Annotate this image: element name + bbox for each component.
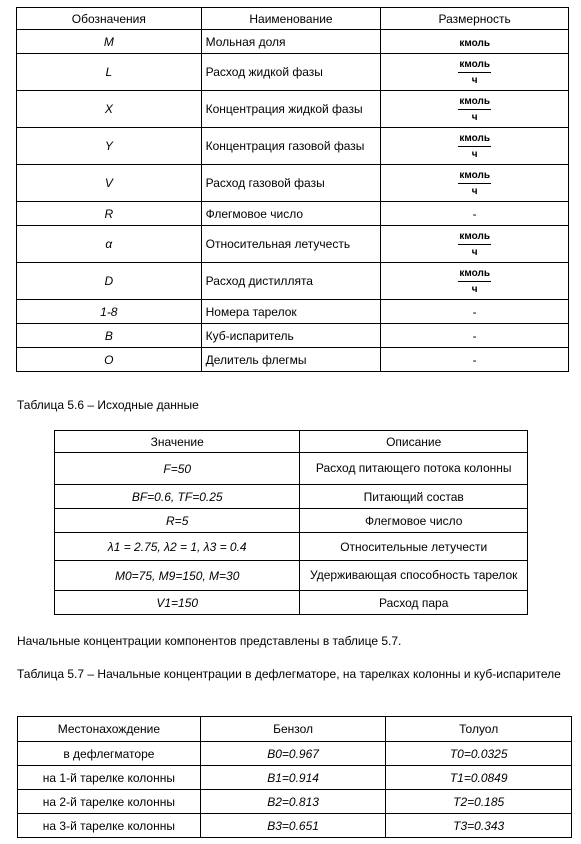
header-location: Местонахождение — [18, 717, 201, 742]
table-row — [55, 561, 528, 591]
table-row — [17, 300, 569, 324]
table-row — [55, 509, 528, 533]
header-name: Наименование — [201, 8, 381, 30]
toluene-cell: T2=0.185 — [386, 790, 572, 814]
location-cell: в дефлегматоре — [18, 742, 201, 766]
symbols-table — [16, 7, 569, 372]
table-row — [55, 591, 528, 615]
table-row — [55, 533, 528, 561]
benzene-cell: B1=0.914 — [200, 766, 386, 790]
table-row — [18, 742, 572, 766]
name-cell: Расход жидкой фазы — [201, 54, 381, 91]
benzene-cell: B3=0.651 — [200, 814, 386, 838]
header-description: Описание — [300, 431, 528, 453]
unit-fraction: $\frac{\text{кмоль}}{ч}$ — [459, 132, 490, 160]
table-row — [17, 324, 569, 348]
unit-cell: - — [381, 300, 569, 324]
table-row — [17, 165, 569, 202]
description-cell: Питающий состав — [300, 485, 528, 509]
unit-fraction: $\frac{\text{кмоль}}{ч}$ — [459, 95, 490, 123]
value-cell: V1=150 — [55, 591, 300, 615]
header-value: Значение — [55, 431, 300, 453]
description-cell: Расход пара — [300, 591, 528, 615]
value-cell: M0=75, M9=150, M=30 — [55, 561, 300, 591]
toluene-cell: T1=0.0849 — [386, 766, 572, 790]
initial-concentrations-table — [17, 716, 572, 838]
unit-fraction: $\frac{\text{кмоль}}{ч}$ — [459, 230, 490, 258]
unit-cell: кмоль — [459, 37, 490, 49]
name-cell: Концентрация газовой фазы — [201, 128, 381, 165]
name-cell: Расход дистиллята — [201, 263, 381, 300]
header-benzene: Бензол — [200, 717, 386, 742]
unit-fraction: $\frac{\text{кмоль}}{ч}$ — [459, 58, 490, 86]
table-row — [18, 814, 572, 838]
table-caption-5-6: Таблица 5.6 – Исходные данные — [17, 398, 199, 412]
description-cell: Флегмовое число — [300, 509, 528, 533]
symbol-cell: L — [17, 54, 202, 91]
value-cell: F=50 — [55, 453, 300, 485]
name-cell: Делитель флегмы — [201, 348, 381, 372]
table-row — [55, 485, 528, 509]
table-row — [17, 91, 569, 128]
name-cell: Куб-испаритель — [201, 324, 381, 348]
value-cell: R=5 — [55, 509, 300, 533]
table-row — [18, 790, 572, 814]
symbol-cell: V — [17, 165, 202, 202]
name-cell: Относительная летучесть — [201, 226, 381, 263]
value-cell: λ1 = 2.75, λ2 = 1, λ3 = 0.4 — [55, 533, 300, 561]
description-cell: Расход питающего потока колонны — [300, 453, 528, 485]
unit-fraction: $\frac{\text{кмоль}}{ч}$ — [459, 169, 490, 197]
table-row — [17, 54, 569, 91]
symbol-cell: Y — [17, 128, 202, 165]
description-cell: Относительные летучести — [300, 533, 528, 561]
location-cell: на 3-й тарелке колонны — [18, 814, 201, 838]
symbol-cell: X — [17, 91, 202, 128]
table-caption-5-7: Таблица 5.7 – Начальные концентрации в дефлегматоре, на тарелках колонны и куб-испарителе — [17, 667, 561, 681]
toluene-cell: T0=0.0325 — [386, 742, 572, 766]
location-cell: на 1-й тарелке колонны — [18, 766, 201, 790]
name-cell: Концентрация жидкой фазы — [201, 91, 381, 128]
header-symbols: Обозначения — [17, 8, 202, 30]
toluene-cell: T3=0.343 — [386, 814, 572, 838]
unit-cell: - — [381, 202, 569, 226]
symbol-cell: M — [17, 30, 202, 54]
symbol-cell: D — [17, 263, 202, 300]
symbol-cell: α — [17, 226, 202, 263]
name-cell: Мольная доля — [201, 30, 381, 54]
table-row — [17, 226, 569, 263]
name-cell: Номера тарелок — [201, 300, 381, 324]
symbol-cell: R — [17, 202, 202, 226]
name-cell: Флегмовое число — [201, 202, 381, 226]
symbol-cell: B — [17, 324, 202, 348]
unit-cell: - — [381, 348, 569, 372]
unit-fraction: $\frac{\text{кмоль}}{ч}$ — [459, 267, 490, 295]
table-row — [17, 30, 569, 54]
table-row — [17, 348, 569, 372]
name-cell: Расход газовой фазы — [201, 165, 381, 202]
location-cell: на 2-й тарелке колонны — [18, 790, 201, 814]
table-row — [55, 453, 528, 485]
benzene-cell: B0=0.967 — [200, 742, 386, 766]
value-cell: BF=0.6, TF=0.25 — [55, 485, 300, 509]
symbol-cell: 1-8 — [17, 300, 202, 324]
table-row — [17, 202, 569, 226]
unit-cell: - — [381, 324, 569, 348]
table-row — [17, 128, 569, 165]
header-toluene: Толуол — [386, 717, 572, 742]
initial-concentrations-text: Начальные концентрации компонентов представлены в таблице 5.7. — [17, 634, 402, 648]
description-cell: Удерживающая способность тарелок — [300, 561, 528, 591]
initial-data-table — [54, 430, 528, 615]
symbol-cell: O — [17, 348, 202, 372]
header-dimension: Размерность — [381, 8, 569, 30]
table-row — [17, 263, 569, 300]
benzene-cell: B2=0.813 — [200, 790, 386, 814]
table-row — [18, 766, 572, 790]
